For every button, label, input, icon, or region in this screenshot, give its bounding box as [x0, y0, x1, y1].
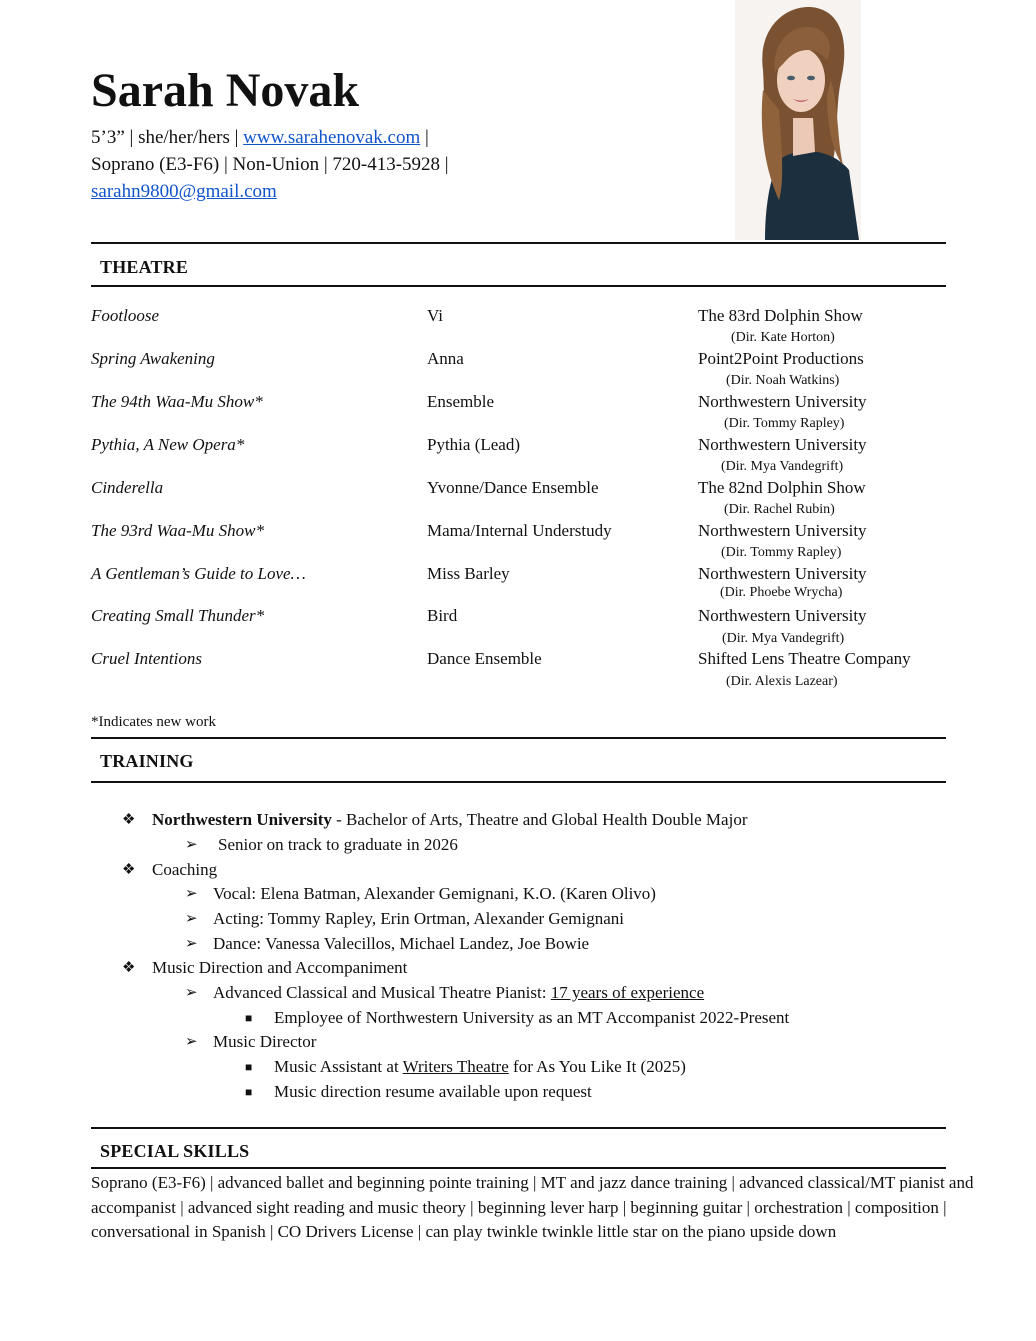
credit-director: (Dir. Mya Vandegrift) — [722, 631, 845, 646]
theatre-top-rule — [91, 242, 946, 244]
contact-line1-prefix: 5’3” | she/her/hers | — [91, 127, 244, 148]
nu-desc: - Bachelor of Arts, Theatre and Global Health Double Major — [331, 810, 748, 829]
training-section-title: TRAINING — [100, 751, 194, 771]
credit-company: Northwestern University — [698, 606, 867, 625]
square-bullet-icon: ■ — [245, 1060, 253, 1074]
credit-company: Northwestern University — [698, 392, 867, 411]
credit-role: Yvonne/Dance Ensemble — [427, 478, 599, 497]
credit-role: Dance Ensemble — [427, 649, 542, 668]
credit-show: Cruel Intentions — [91, 649, 202, 668]
diamond-bullet-icon: ❖ — [122, 862, 136, 878]
credit-role: Miss Barley — [427, 564, 510, 583]
credit-director: (Dir. Noah Watkins) — [726, 373, 840, 388]
credit-company: Shifted Lens Theatre Company — [698, 649, 911, 668]
nu-name: Northwestern University — [152, 810, 332, 829]
contact-line2: Soprano (E3-F6) | Non-Union | 720-413-5928 | — [91, 154, 449, 175]
credit-director: (Dir. Phoebe Wrycha) — [720, 585, 843, 600]
arrow-bullet-icon: ➢ — [185, 837, 198, 853]
contact-info — [91, 124, 691, 205]
theatre-bottom-rule — [91, 285, 946, 287]
website-link[interactable]: www.sarahenovak.com — [243, 127, 421, 148]
credit-show: Creating Small Thunder* — [91, 606, 265, 625]
credit-company: The 82nd Dolphin Show — [698, 478, 866, 497]
writers-theatre-link[interactable]: Writers Theatre — [402, 1057, 509, 1076]
credit-show: Spring Awakening — [91, 349, 215, 368]
credit-show: The 94th Waa-Mu Show* — [91, 392, 263, 411]
coaching-heading: Coaching — [152, 860, 218, 879]
headshot-photo — [735, 0, 861, 240]
diamond-bullet-icon: ❖ — [122, 812, 136, 828]
square-bullet-icon: ■ — [245, 1011, 253, 1025]
contact-line1-suffix: | — [420, 127, 429, 148]
arrow-bullet-icon: ➢ — [185, 886, 198, 902]
credit-company: Northwestern University — [698, 435, 867, 454]
credit-role: Vi — [427, 306, 443, 325]
md-assist-suffix: for As You Like It (2025) — [508, 1057, 686, 1076]
coaching-vocal: Vocal: Elena Batman, Alexander Gemignani, K.O. (Karen Olivo) — [213, 884, 656, 903]
pianist-sub: Employee of Northwestern University as an MT Accompanist 2022-Present — [274, 1008, 790, 1027]
diamond-bullet-icon: ❖ — [122, 960, 136, 976]
coaching-dance: Dance: Vanessa Valecillos, Michael Landez, Joe Bowie — [213, 934, 590, 953]
skills-text: Soprano (E3-F6) | advanced ballet and beginning pointe training | MT and jazz dance training | advanced classical/MT pianist and accompanist | advanced sight reading and music theory | beginning lever harp | beginning guitar | orchestration | composition | conversational in Spanish | CO Drivers License | can play twinkle twinkle little star on the piano upside down — [91, 1173, 974, 1242]
credit-director: (Dir. Kate Horton) — [731, 330, 835, 345]
skills-bottom-rule — [91, 1167, 946, 1169]
credit-show: Cinderella — [91, 478, 164, 497]
pianist-line — [213, 982, 704, 1004]
credit-director: (Dir. Tommy Rapley) — [724, 416, 845, 431]
credit-role: Ensemble — [427, 392, 495, 411]
md-assist — [274, 1056, 686, 1078]
coaching-acting: Acting: Tommy Rapley, Erin Ortman, Alexander Gemignani — [213, 909, 624, 928]
pianist-prefix: Advanced Classical and Musical Theatre Pianist: — [213, 983, 551, 1002]
square-bullet-icon: ■ — [245, 1085, 253, 1099]
credit-show: Pythia, A New Opera* — [91, 435, 245, 454]
md-heading: Music Director — [213, 1032, 317, 1051]
credit-role: Pythia (Lead) — [427, 435, 520, 454]
credit-role: Bird — [427, 606, 458, 625]
experience-link[interactable]: 17 years of experience — [550, 983, 705, 1002]
resume-name: Sarah Novak — [91, 64, 360, 117]
training-bottom-rule — [91, 781, 946, 783]
training-top-rule — [91, 737, 946, 739]
credit-role: Mama/Internal Understudy — [427, 521, 612, 540]
theatre-section-title: THEATRE — [100, 257, 189, 277]
credit-company: Northwestern University — [698, 564, 867, 583]
arrow-bullet-icon: ➢ — [185, 985, 198, 1001]
credit-company: Northwestern University — [698, 521, 867, 540]
credit-director: (Dir. Mya Vandegrift) — [721, 459, 844, 474]
credit-company: Point2Point Productions — [698, 349, 864, 368]
music-heading: Music Direction and Accompaniment — [152, 958, 408, 977]
training-nu — [152, 809, 747, 831]
credit-show: Footloose — [91, 306, 159, 325]
credit-role: Anna — [427, 349, 464, 368]
arrow-bullet-icon: ➢ — [185, 911, 198, 927]
new-work-note: *Indicates new work — [91, 714, 216, 730]
arrow-bullet-icon: ➢ — [185, 936, 198, 952]
md-resume: Music direction resume available upon request — [274, 1082, 592, 1101]
credit-director: (Dir. Rachel Rubin) — [724, 502, 835, 517]
email-link[interactable]: sarahn9800@gmail.com — [91, 181, 277, 202]
arrow-bullet-icon: ➢ — [185, 1034, 198, 1050]
md-assist-prefix: Music Assistant at — [274, 1057, 403, 1076]
credit-director: (Dir. Alexis Lazear) — [726, 674, 838, 689]
credit-show: A Gentleman’s Guide to Love… — [91, 564, 306, 583]
credit-director: (Dir. Tommy Rapley) — [721, 545, 842, 560]
skills-top-rule — [91, 1127, 946, 1129]
nu-sub: Senior on track to graduate in 2026 — [218, 835, 458, 854]
skills-section-title: SPECIAL SKILLS — [100, 1141, 250, 1161]
credit-company: The 83rd Dolphin Show — [698, 306, 863, 325]
credit-show: The 93rd Waa-Mu Show* — [91, 521, 264, 540]
